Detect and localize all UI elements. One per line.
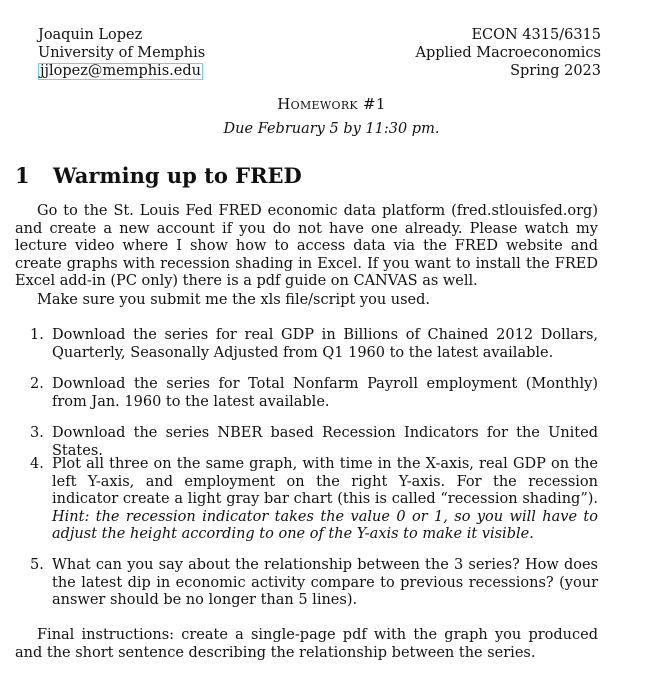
author-institution: University of Memphis <box>38 45 206 61</box>
course-block <box>415 26 601 80</box>
list-item <box>15 376 598 411</box>
list-item <box>15 425 598 460</box>
list-item <box>15 456 598 544</box>
course-name: Applied Macroeconomics <box>415 45 601 61</box>
section-title: Warming up to FRED <box>53 163 302 188</box>
list-item-number: 1. <box>30 327 44 343</box>
list-item <box>15 327 598 362</box>
course-term: Spring 2023 <box>510 63 601 79</box>
list-item-text: Download the series NBER based Recession Indicators for the United States. <box>52 425 598 459</box>
submit-note: Make sure you submit me the xls file/script you used. <box>37 292 431 308</box>
final-instructions: Final instructions: create a single-page pdf with the graph you produced and the short sentence describing the relationship between the series. <box>15 627 598 661</box>
list-item-text: What can you say about the relationship between the 3 series? How does the latest dip in economic activity compare to previous recessions? (your answer should be no longer than 5 lines). <box>52 557 598 609</box>
homework-due-date: Due February 5 by 11:30 pm. <box>223 121 440 137</box>
list-item-number: 3. <box>30 425 44 441</box>
list-item-number: 5. <box>30 557 44 573</box>
author-block <box>38 26 205 80</box>
list-item-text: Download the series for Total Nonfarm Payroll employment (Monthly) from Jan. 1960 to the latest available. <box>52 376 598 410</box>
list-item-number: 4. <box>30 456 44 472</box>
author-name: Joaquin Lopez <box>38 27 143 43</box>
homework-title: Homework #1 <box>277 95 386 113</box>
list-item-number: 2. <box>30 376 44 392</box>
section-number: 1 <box>15 163 30 188</box>
list-item <box>15 557 598 610</box>
list-item-text: Download the series for real GDP in Billions of Chained 2012 Dollars, Quarterly, Seasonally Adjusted from Q1 1960 to the latest available. <box>52 327 598 361</box>
author-email-link[interactable]: jjlopez@memphis.edu <box>40 63 201 79</box>
intro-paragraph: Go to the St. Louis Fed FRED economic data platform (fred.stlouisfed.org) and create a new account if you do not have one already. Please watch my lecture video where I show how to access data via the FRED website and create graphs with recession shading in Excel. If you want to install the FRED Excel add-in (PC only) there is a pdf guide on CANVAS as well. <box>15 203 598 290</box>
course-code: ECON 4315/6315 <box>471 27 601 43</box>
list-item-hint: Hint: the recession indicator takes the value 0 or 1, so you will have to adjust the height according to one of the Y-axis to make it visible. <box>52 508 598 543</box>
list-item-text <box>52 456 598 544</box>
section-heading <box>15 163 302 188</box>
list-item-body: Plot all three on the same graph, with time in the X-axis, real GDP on the left Y-axis, and employment on the right Y-axis. For the recession indicator create a light gray bar chart (this is called “recession shading”). <box>52 456 598 508</box>
